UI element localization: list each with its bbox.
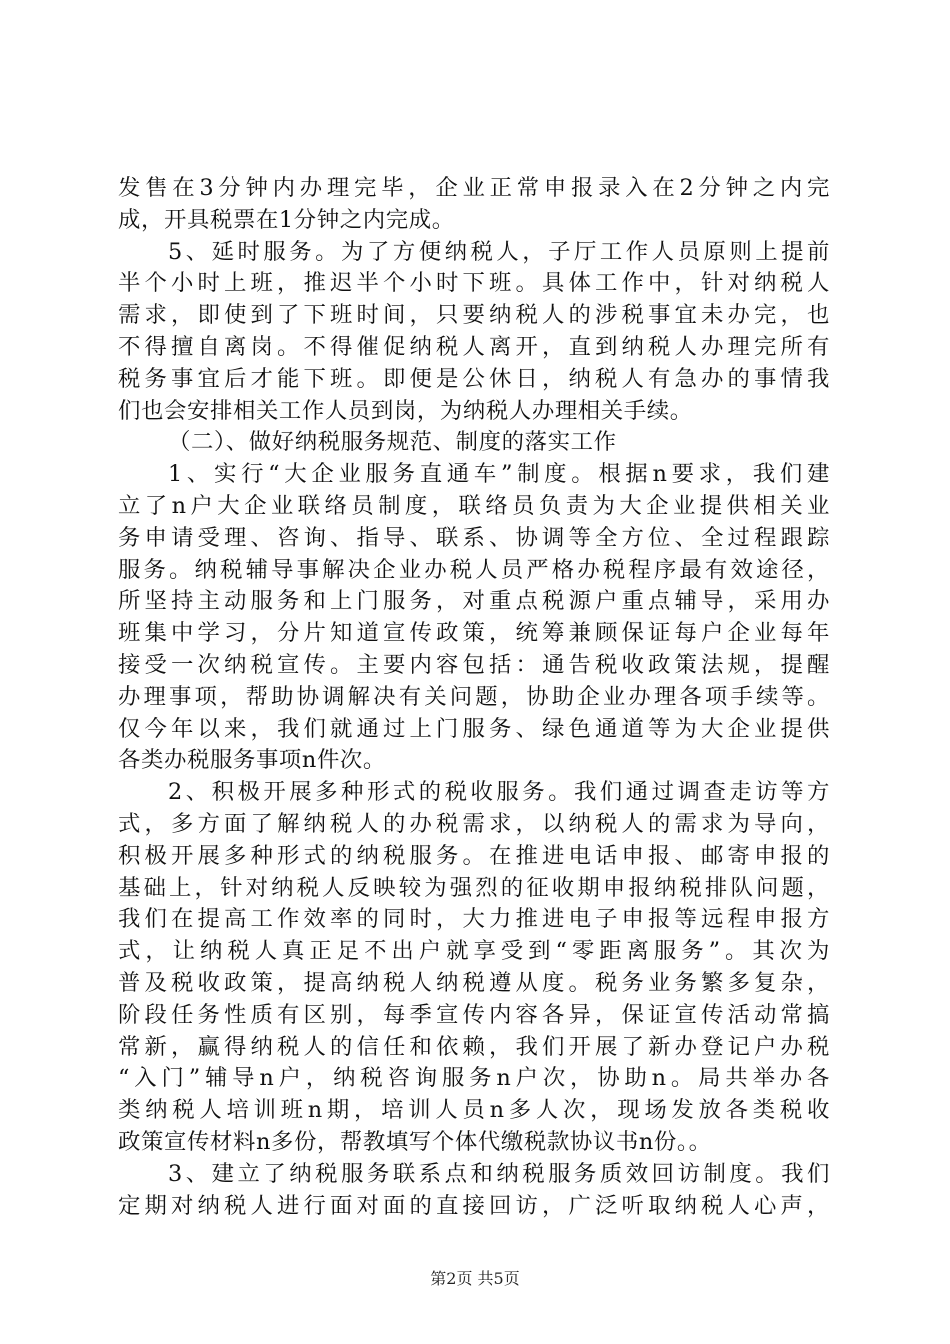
text-line: “入门”辅导n户，纳税咨询服务n户次，协助n。局共举办各 bbox=[118, 1065, 830, 1092]
text-line: 各类办税服务事项n件次。 bbox=[118, 747, 386, 774]
text-line: 班集中学习，分片知道宣传政策，统筹兼顾保证每户企业每年 bbox=[118, 620, 830, 647]
text-line: 式，让纳税人真正足不出户就享受到“零距离服务”。其次为 bbox=[118, 938, 830, 965]
text-line: 基础上，针对纳税人反映较为强烈的征收期申报纳税排队问题， bbox=[118, 874, 830, 901]
text-line: 接受一次纳税宣传。主要内容包括：通告税收政策法规，提醒 bbox=[118, 651, 830, 678]
text-line: 所坚持主动服务和上门服务，对重点税源户重点辅导，采用办 bbox=[118, 588, 830, 615]
text-line: 服务。纳税辅导事解决企业办税人员严格办税程序最有效途径， bbox=[118, 556, 830, 583]
text-line: 立了n户大企业联络员制度，联络员负责为大企业提供相关业 bbox=[118, 492, 830, 519]
section-heading: （二）、做好纳税服务规范、制度的落实工作 bbox=[168, 429, 617, 456]
text-line: 仅今年以来，我们就通过上门服务、绿色通道等为大企业提供 bbox=[118, 715, 830, 742]
paragraph-first-line: 5、延时服务。为了方便纳税人，子厅工作人员原则上提前 bbox=[168, 238, 830, 265]
text-line: 定期对纳税人进行面对面的直接回访，广泛听取纳税人心声， bbox=[118, 1192, 830, 1219]
paragraph-first-line: 1、实行“大企业服务直通车”制度。根据n要求，我们建 bbox=[168, 461, 830, 488]
paragraph-first-line: 2、积极开展多种形式的税收服务。我们通过调查走访等方 bbox=[168, 779, 830, 806]
text-line: 半个小时上班，推迟半个小时下班。具体工作中，针对纳税人 bbox=[118, 270, 830, 297]
text-line: 发售在3分钟内办理完毕，企业正常申报录入在2分钟之内完 bbox=[118, 175, 830, 201]
document-body bbox=[118, 173, 830, 1222]
text-line: 积极开展多种形式的纳税服务。在推进电话申报、邮寄申报的 bbox=[118, 842, 830, 869]
page-number-footer: 第2页 共5页 bbox=[430, 1269, 520, 1288]
text-line: 们也会安排相关工作人员到岗，为纳税人办理相关手续。 bbox=[118, 397, 693, 424]
text-line: 需求，即使到了下班时间，只要纳税人的涉税事宜未办完，也 bbox=[118, 302, 830, 329]
paragraph-first-line: 3、建立了纳税服务联系点和纳税服务质效回访制度。我们 bbox=[168, 1160, 830, 1187]
text-line: 务申请受理、咨询、指导、联系、协调等全方位、全过程跟踪 bbox=[118, 524, 830, 551]
text-line: 政策宣传材料n多份，帮教填写个体代缴税款协议书n份。。 bbox=[118, 1128, 712, 1155]
text-line: 我们在提高工作效率的同时，大力推进电子申报等远程申报方 bbox=[118, 906, 830, 933]
text-line: 办理事项，帮助协调解决有关问题，协助企业办理各项手续等。 bbox=[118, 683, 830, 710]
text-line: 类纳税人培训班n期，培训人员n多人次，现场发放各类税收 bbox=[118, 1097, 830, 1124]
text-line: 式，多方面了解纳税人的办税需求，以纳税人的需求为导向， bbox=[118, 810, 830, 837]
text-line: 阶段任务性质有区别，每季宣传内容各异，保证宣传活动常搞 bbox=[118, 1001, 830, 1028]
text-line: 常新，赢得纳税人的信任和依赖，我们开展了新办登记户办税 bbox=[118, 1033, 830, 1060]
text-line: 税务事宜后才能下班。即便是公休日，纳税人有急办的事情我 bbox=[118, 365, 830, 392]
text-line: 成，开具税票在1分钟之内完成。 bbox=[118, 206, 455, 233]
text-line: 不得擅自离岗。不得催促纳税人离开，直到纳税人办理完所有 bbox=[118, 333, 830, 360]
text-line: 普及税收政策，提高纳税人纳税遵从度。税务业务繁多复杂， bbox=[118, 969, 830, 996]
